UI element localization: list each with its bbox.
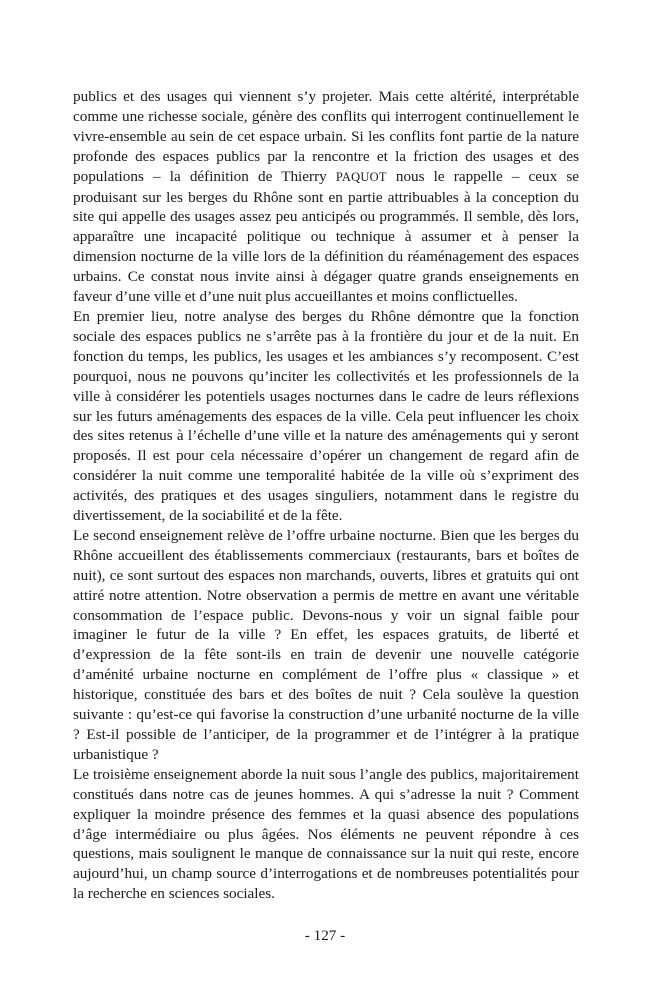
paragraph-1-text-before: publics et des usages qui viennent s’y projeter. Mais cette altérité, interprétable comme une richesse sociale, génère des conflits qui interrogent continuellement le vivre-ensemble au sein de cet espace urbain. Si les conflits font partie de la nature profonde des espaces publics par la rencontre et la friction des usages et des populations – la définition de Thierry (73, 88, 579, 185)
paragraph-4: Le troisième enseignement aborde la nuit sous l’angle des publics, majoritairement constitués dans notre cas de jeunes hommes. A qui s’adresse la nuit ? Comment expliquer la moindre présence des femmes et la quasi absence des populations d’âge intermédiaire ou plus âgées. Nos éléments ne peuvent répondre à ces questions, mais soulignent le manque de connaissance sur la nuit qui reste, encore aujourd’hui, un champ source d’interrogations et de nombreuses potentialités pour la recherche en sciences sociales. (73, 765, 579, 903)
paragraph-3: Le second enseignement relève de l’offre urbaine nocturne. Bien que les berges du Rhône accueillent des établissements commerciaux (restaurants, bars et boîtes de nuit), ce sont surtout des espaces non marchands, ouverts, libres et gratuits qui ont attiré notre attention. Notre observation a permis de mettre en avant une véritable consommation de l’espace public. Devons-nous y voir un signal faible pour imaginer le futur de la ville ? En effet, les espaces gratuits, de liberté et d’expression de la fête sont-ils en train de devenir une nouvelle catégorie d’aménité urbaine nocturne en complément de l’offre plus « classique » et historique, constituée des bars et des boîtes de nuit ? Cela soulève la question suivante : qu’est-ce qui favorise la construction d’une urbanité nocturne de la ville ? Est-il possible de l’anticiper, de la programmer et de l’intégrer à la pratique urbanistique ? (73, 526, 579, 763)
paragraph-1-text-after: nous le rappelle – ceux se produisant sur les berges du Rhône sont en partie attribuables à la conception du site qui appelle des usages assez peu anticipés ou programmés. Il semble, dès lors, apparaître une incapacité politique ou technique à assumer et à penser la dimension nocturne de la ville lors de la définition du réaménagement des espaces urbains. Ce constat nous invite ainsi à dégager quatre grands enseignements en faveur d’une ville et d’une nuit plus accueillantes et moins conflictuelles. (73, 167, 579, 306)
page-number: - 127 - (304, 927, 346, 944)
body-text (73, 87, 579, 904)
paragraph-1 (73, 87, 579, 307)
author-name-small-caps: PAQUOT (335, 169, 387, 184)
paragraph-2: En premier lieu, notre analyse des berges du Rhône démontre que la fonction sociale des espaces publics ne s’arrête pas à la frontière du jour et de la nuit. En fonction du temps, les publics, les usages et les ambiances s’y recomposent. C’est pourquoi, nous ne pouvons qu’inciter les collectivités et les professionnels de la ville à considérer les potentiels usages nocturnes dans le cadre de leurs réflexions sur les futurs aménagements des espaces de la ville. Cela peut influencer les choix des sites retenus à l’échelle d’une ville et la nature des aménagements qui y seront proposés. Il est pour cela nécessaire d’opérer un changement de regard afin de considérer la nuit comme une temporalité habitée de la ville où s’expriment des activités, des pratiques et des usages singuliers, notamment dans le registre du divertissement, de la sociabilité et de la fête. (73, 307, 579, 525)
